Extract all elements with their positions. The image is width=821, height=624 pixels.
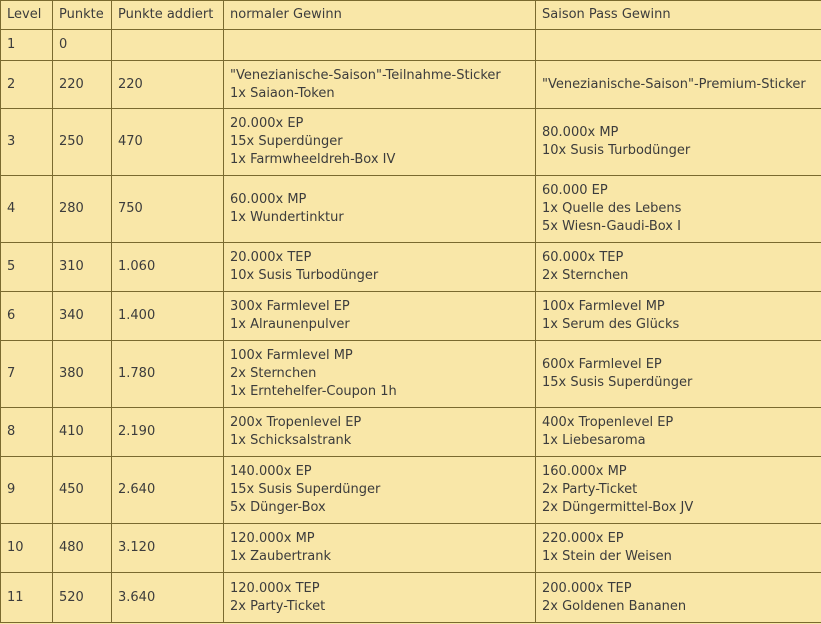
cell-saison-pass-gewinn bbox=[536, 176, 821, 243]
table-row bbox=[1, 61, 821, 109]
reward-line: "Venezianische-Saison"-Premium-Sticker bbox=[542, 76, 806, 92]
cell-level: 9 bbox=[1, 457, 53, 524]
cell-punkte-addiert: 1.780 bbox=[112, 341, 224, 408]
table-row bbox=[1, 341, 821, 408]
table-row bbox=[1, 408, 821, 457]
cell-normaler-gewinn bbox=[224, 109, 536, 176]
cell-level: 2 bbox=[1, 61, 53, 109]
table-row bbox=[1, 292, 821, 341]
reward-line: 1x Wundertinktur bbox=[230, 210, 344, 225]
reward-line: 300x Farmlevel EP bbox=[230, 299, 350, 314]
reward-line: 15x Susis Superdünger bbox=[230, 482, 381, 497]
reward-line: 200.000x TEP bbox=[542, 580, 632, 596]
reward-line: 1x Zaubertrank bbox=[230, 549, 331, 564]
reward-line: 1x Stein der Weisen bbox=[542, 549, 672, 564]
reward-line: 80.000x MP bbox=[542, 125, 619, 140]
reward-line: 2x Goldenen Bananen bbox=[542, 598, 687, 614]
reward-line: 20.000x EP bbox=[230, 116, 304, 131]
reward-line: 60.000 EP bbox=[542, 183, 608, 198]
header-punkte-addiert: Punkte addiert bbox=[112, 1, 224, 30]
reward-line: 220.000x EP bbox=[542, 531, 624, 546]
reward-line: 1x Schicksalstrank bbox=[230, 433, 352, 448]
cell-level: 11 bbox=[1, 573, 53, 623]
reward-line: 1x Saiaon-Token bbox=[230, 85, 335, 101]
reward-line: 1x Erntehelfer-Coupon 1h bbox=[230, 384, 397, 399]
reward-line: 1x Serum des Glücks bbox=[542, 317, 680, 332]
cell-saison-pass-gewinn bbox=[536, 292, 821, 341]
cell-punkte-addiert: 220 bbox=[112, 61, 224, 109]
cell-punkte: 410 bbox=[53, 408, 112, 457]
cell-saison-pass-gewinn bbox=[536, 109, 821, 176]
cell-punkte-addiert: 2.190 bbox=[112, 408, 224, 457]
cell-punkte: 520 bbox=[53, 573, 112, 623]
reward-line: 15x Superdünger bbox=[230, 134, 343, 149]
cell-normaler-gewinn bbox=[224, 243, 536, 292]
cell-normaler-gewinn bbox=[224, 61, 536, 109]
cell-saison-pass-gewinn bbox=[536, 457, 821, 524]
reward-line: 1x Farmwheeldreh-Box IV bbox=[230, 152, 396, 167]
table-row bbox=[1, 176, 821, 243]
cell-punkte-addiert: 2.640 bbox=[112, 457, 224, 524]
cell-normaler-gewinn bbox=[224, 524, 536, 573]
cell-level: 6 bbox=[1, 292, 53, 341]
cell-punkte: 0 bbox=[53, 30, 112, 61]
cell-punkte-addiert: 1.400 bbox=[112, 292, 224, 341]
reward-line: 100x Farmlevel MP bbox=[542, 299, 665, 314]
reward-line: 1x Alraunenpulver bbox=[230, 317, 350, 332]
reward-line: 60.000x TEP bbox=[542, 250, 624, 265]
header-level: Level bbox=[1, 1, 53, 30]
cell-punkte: 250 bbox=[53, 109, 112, 176]
cell-normaler-gewinn bbox=[224, 341, 536, 408]
reward-line: 120.000x MP bbox=[230, 531, 315, 546]
cell-level: 1 bbox=[1, 30, 53, 61]
cell-punkte: 340 bbox=[53, 292, 112, 341]
cell-punkte-addiert: 1.060 bbox=[112, 243, 224, 292]
cell-level: 3 bbox=[1, 109, 53, 176]
reward-line: 120.000x TEP bbox=[230, 580, 320, 596]
cell-saison-pass-gewinn bbox=[536, 524, 821, 573]
table-row bbox=[1, 30, 821, 61]
cell-level: 10 bbox=[1, 524, 53, 573]
reward-line: 200x Tropenlevel EP bbox=[230, 415, 362, 430]
cell-punkte-addiert: 3.120 bbox=[112, 524, 224, 573]
table-body bbox=[1, 30, 821, 623]
reward-line: 10x Susis Turbodünger bbox=[230, 268, 379, 283]
cell-punkte-addiert bbox=[112, 30, 224, 61]
reward-line: 15x Susis Superdünger bbox=[542, 375, 693, 390]
cell-level: 5 bbox=[1, 243, 53, 292]
table-row bbox=[1, 109, 821, 176]
cell-saison-pass-gewinn bbox=[536, 243, 821, 292]
reward-line: 140.000x EP bbox=[230, 464, 312, 479]
cell-normaler-gewinn bbox=[224, 30, 536, 61]
cell-punkte: 220 bbox=[53, 61, 112, 109]
table-header bbox=[1, 1, 821, 30]
reward-line: 2x Düngermittel-Box JV bbox=[542, 500, 694, 515]
reward-line: "Venezianische-Saison"-Teilnahme-Sticker bbox=[230, 67, 501, 83]
table-row bbox=[1, 573, 821, 623]
reward-line: 2x Party-Ticket bbox=[542, 482, 638, 497]
cell-normaler-gewinn bbox=[224, 457, 536, 524]
cell-saison-pass-gewinn bbox=[536, 341, 821, 408]
cell-saison-pass-gewinn bbox=[536, 573, 821, 623]
header-punkte: Punkte bbox=[53, 1, 112, 30]
cell-normaler-gewinn bbox=[224, 292, 536, 341]
cell-punkte: 280 bbox=[53, 176, 112, 243]
cell-punkte: 380 bbox=[53, 341, 112, 408]
reward-line: 10x Susis Turbodünger bbox=[542, 143, 691, 158]
reward-line: 60.000x MP bbox=[230, 192, 307, 207]
reward-line: 2x Sternchen bbox=[230, 366, 317, 381]
header-row bbox=[1, 1, 821, 30]
reward-line: 600x Farmlevel EP bbox=[542, 357, 662, 372]
reward-line: 20.000x TEP bbox=[230, 250, 312, 265]
table-row bbox=[1, 457, 821, 524]
reward-line: 160.000x MP bbox=[542, 464, 627, 479]
reward-line: 100x Farmlevel MP bbox=[230, 348, 353, 363]
cell-saison-pass-gewinn bbox=[536, 61, 821, 109]
cell-normaler-gewinn bbox=[224, 573, 536, 623]
cell-normaler-gewinn bbox=[224, 176, 536, 243]
cell-punkte: 480 bbox=[53, 524, 112, 573]
cell-punkte-addiert: 3.640 bbox=[112, 573, 224, 623]
reward-line: 2x Sternchen bbox=[542, 268, 629, 283]
table-row bbox=[1, 524, 821, 573]
cell-saison-pass-gewinn bbox=[536, 30, 821, 61]
reward-line: 5x Dünger-Box bbox=[230, 500, 326, 515]
reward-line: 1x Quelle des Lebens bbox=[542, 201, 682, 216]
reward-line: 400x Tropenlevel EP bbox=[542, 415, 674, 430]
cell-level: 7 bbox=[1, 341, 53, 408]
cell-punkte-addiert: 470 bbox=[112, 109, 224, 176]
cell-level: 4 bbox=[1, 176, 53, 243]
reward-line: 2x Party-Ticket bbox=[230, 598, 326, 614]
cell-normaler-gewinn bbox=[224, 408, 536, 457]
cell-level: 8 bbox=[1, 408, 53, 457]
reward-line: 5x Wiesn-Gaudi-Box I bbox=[542, 219, 681, 234]
cell-punkte-addiert: 750 bbox=[112, 176, 224, 243]
header-saison-pass-gewinn: Saison Pass Gewinn bbox=[536, 1, 821, 30]
reward-line: 1x Liebesaroma bbox=[542, 433, 646, 448]
table-row bbox=[1, 243, 821, 292]
header-normaler-gewinn: normaler Gewinn bbox=[224, 1, 536, 30]
cell-punkte: 450 bbox=[53, 457, 112, 524]
cell-saison-pass-gewinn bbox=[536, 408, 821, 457]
cell-punkte: 310 bbox=[53, 243, 112, 292]
